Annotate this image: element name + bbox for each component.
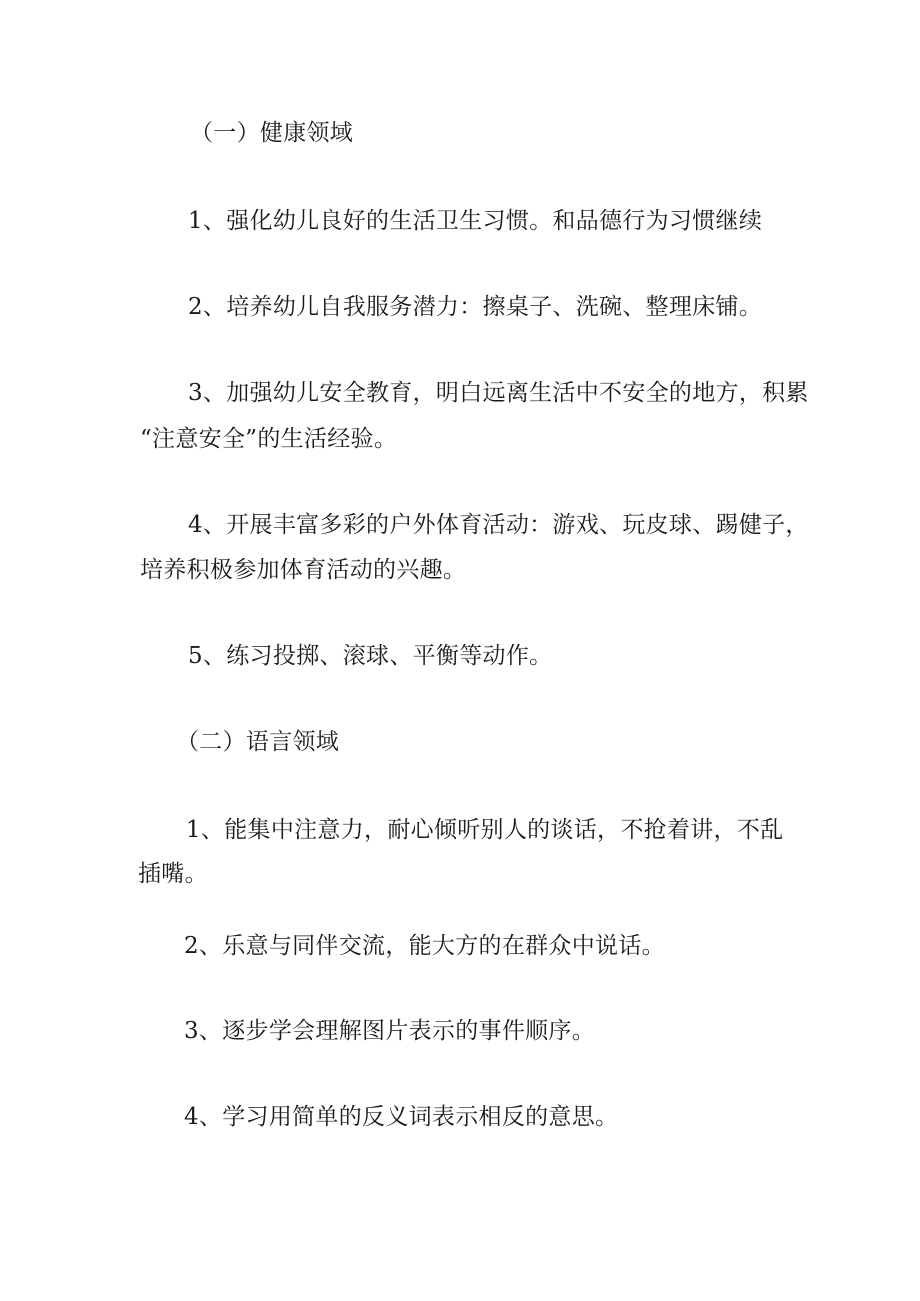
list-item: 1、能集中注意力，耐心倾听别人的谈话，不抢着讲，不乱 — [186, 817, 784, 843]
list-item: 1、强化幼儿良好的生活卫生习惯。和品德行为习惯继续 — [188, 208, 763, 234]
list-item: 4、学习用简单的反义词表示相反的意思。 — [184, 1104, 619, 1130]
section-heading-language: （二）语言领域 — [176, 729, 340, 755]
list-item-continuation: 培养积极参加体育活动的兴趣。 — [140, 557, 467, 583]
list-item: 4、开展丰富多彩的户外体育活动：游戏、玩皮球、踢健子， — [188, 512, 809, 538]
list-item: 3、逐步学会理解图片表示的事件顺序。 — [184, 1018, 596, 1044]
list-item: 3、加强幼儿安全教育，明白远离生活中不安全的地方，积累 — [188, 380, 809, 406]
section-heading-health: （一）健康领域 — [190, 120, 354, 146]
list-item-continuation: “注意安全”的生活经验。 — [140, 426, 398, 452]
list-item: 2、乐意与同伴交流，能大方的在群众中说话。 — [184, 933, 665, 959]
list-item: 2、培养幼儿自我服务潜力：擦桌子、洗碗、整理床铺。 — [188, 294, 763, 320]
list-item-continuation: 插嘴。 — [138, 861, 208, 887]
list-item: 5、练习投掷、滚球、平衡等动作。 — [188, 643, 553, 669]
